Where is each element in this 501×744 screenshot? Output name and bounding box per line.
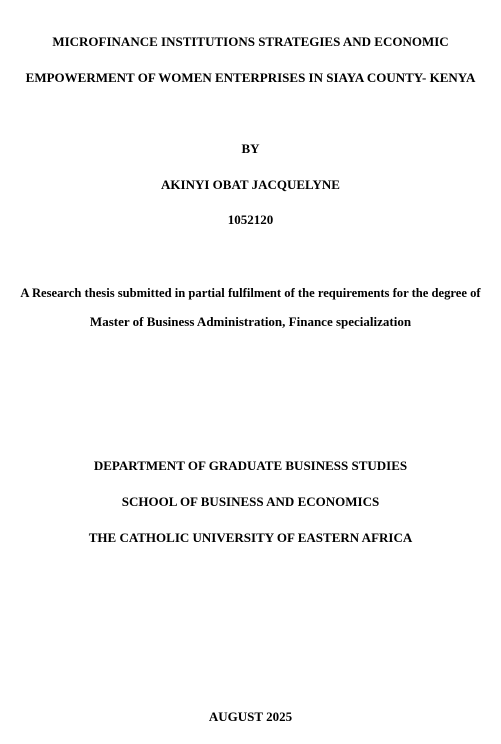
submission-line-2: Master of Business Administration, Finance specialization (89, 314, 412, 329)
title-line-1: MICROFINANCE INSTITUTIONS STRATEGIES AND ECONOMIC (52, 34, 449, 49)
university-name: THE CATHOLIC UNIVERSITY OF EASTERN AFRICA (88, 530, 413, 545)
student-id: 1052120 (227, 212, 274, 227)
by-label: BY (241, 141, 260, 156)
author-name: AKINYI OBAT JACQUELYNE (161, 177, 340, 192)
school-name: SCHOOL OF BUSINESS AND ECONOMICS (121, 494, 380, 509)
title-line-2: EMPOWERMENT OF WOMEN ENTERPRISES IN SIAYA COUNTY- KENYA (25, 70, 476, 85)
submission-date: AUGUST 2025 (208, 709, 293, 724)
submission-line-1: A Research thesis submitted in partial fulfilment of the requirements for the degree of (20, 286, 481, 300)
department-name: DEPARTMENT OF GRADUATE BUSINESS STUDIES (93, 458, 408, 473)
